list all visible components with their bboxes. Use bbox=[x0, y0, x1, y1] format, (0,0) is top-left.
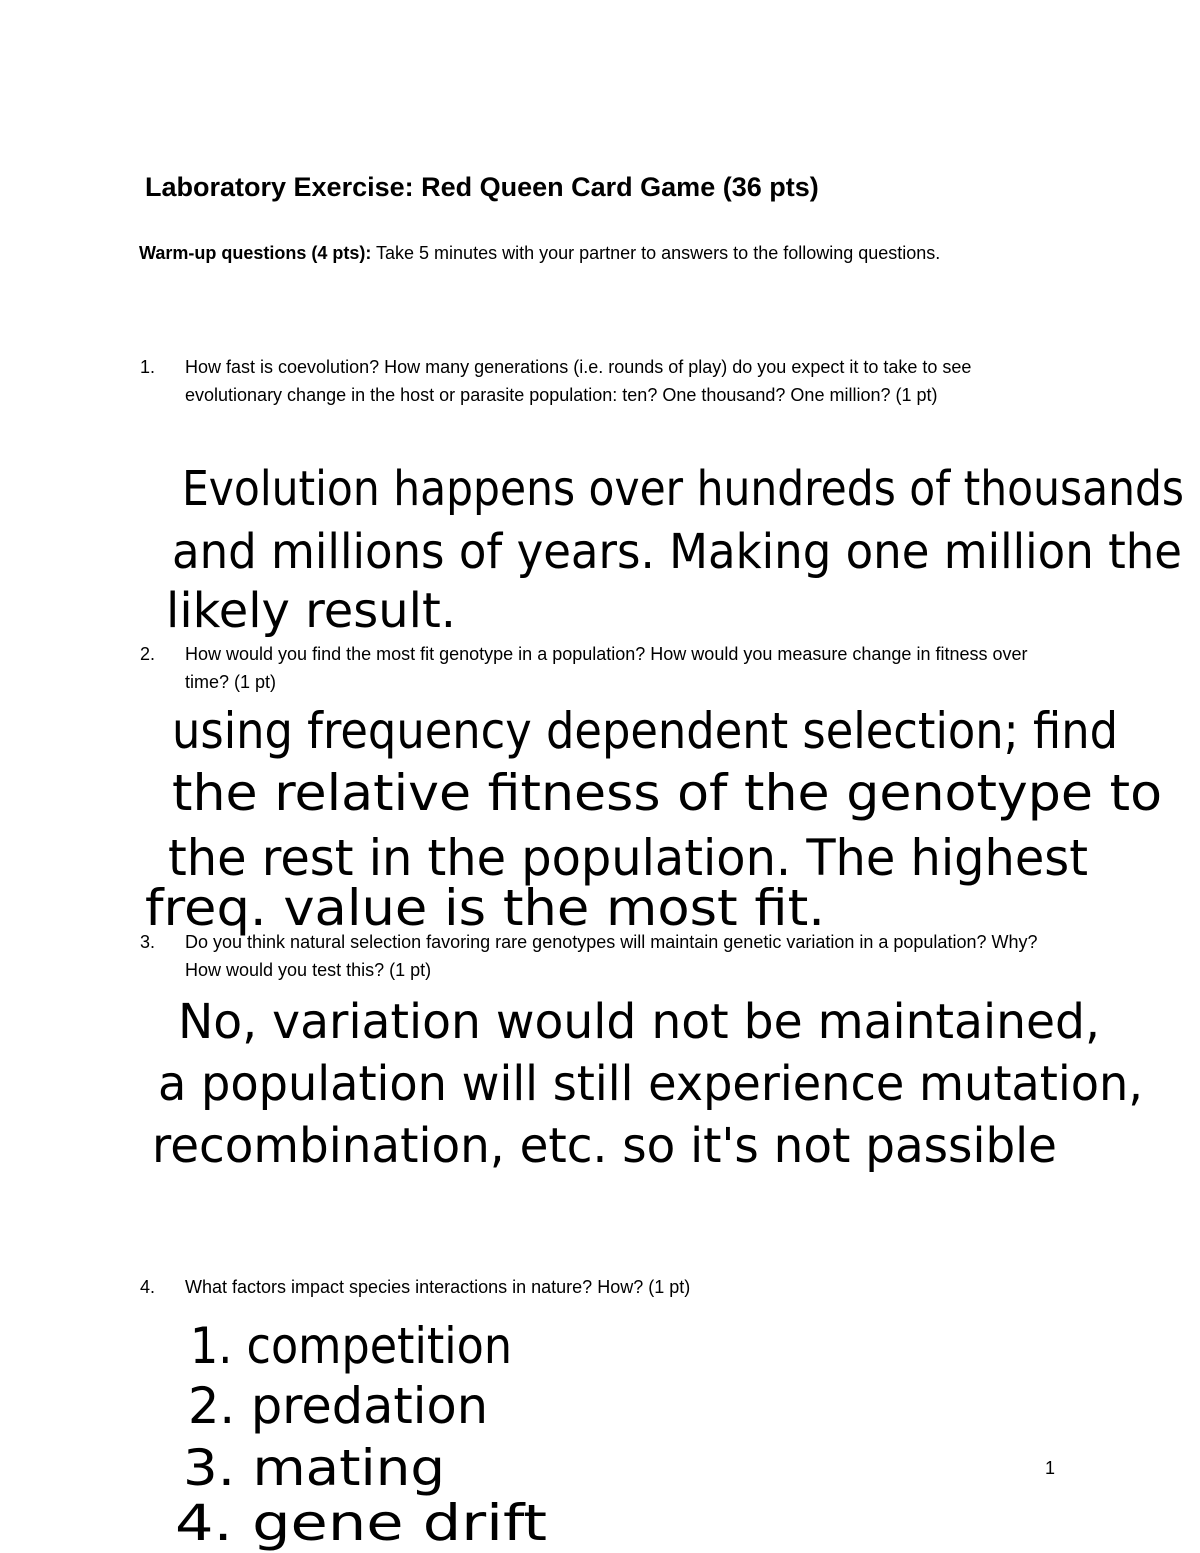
question-1-number: 1. bbox=[140, 357, 156, 377]
question-3-number: 3. bbox=[140, 932, 156, 952]
page-number: 1 bbox=[1045, 1458, 1056, 1478]
answer-2-line-3: the rest in the population. The highest bbox=[168, 829, 1088, 887]
warmup-label: Warm-up questions (4 pts): bbox=[139, 243, 372, 263]
question-2-number: 2. bbox=[140, 644, 156, 664]
question-4-number: 4. bbox=[140, 1277, 156, 1297]
answer-1-line-1: Evolution happens over hundreds of thousands bbox=[182, 461, 1184, 517]
warmup-instructions bbox=[139, 239, 1039, 267]
question-4-text: What factors impact species interactions in nature? How? (1 pt) bbox=[185, 1277, 691, 1297]
answer-2-line-1: using frequency dependent selection; find bbox=[172, 702, 1118, 760]
answer-3-line-2: a population will still experience mutation, bbox=[158, 1056, 1143, 1112]
document-title: Laboratory Exercise: Red Queen Card Game (36 pts) bbox=[145, 172, 819, 202]
answer-4-line-4: 4. gene drift bbox=[175, 1494, 547, 1552]
answer-3-line-1: No, variation would not be maintained, bbox=[178, 994, 1100, 1050]
answer-4-line-2: 2. predation bbox=[188, 1377, 488, 1435]
question-2-text: How would you find the most fit genotype in a population? How would you measure change in fitness over time? (1 pt) bbox=[185, 644, 1028, 692]
answer-3-line-3: recombination, etc. so it's not passible bbox=[152, 1118, 1057, 1174]
question-1-text: How fast is coevolution? How many generations (i.e. rounds of play) do you expect it to take to see evolutionary change in the host or parasite population: ten? One thousand? One million? (1 pt) bbox=[185, 357, 972, 405]
answer-4-line-3: 3. mating bbox=[183, 1439, 445, 1497]
answer-1-line-3: likely result. bbox=[166, 583, 456, 639]
answer-2-line-4: freq. value is the most fit. bbox=[145, 879, 825, 937]
answer-1-line-2: and millions of years. Making one million the bbox=[172, 524, 1182, 580]
warmup-text: Take 5 minutes with your partner to answers to the following questions. bbox=[371, 243, 941, 263]
answer-2-line-2: the relative fitness of the genotype to bbox=[172, 764, 1162, 822]
answer-4-line-1: 1. competition bbox=[190, 1317, 512, 1375]
question-3-text: Do you think natural selection favoring rare genotypes will maintain genetic variation in a population? Why? How would you test this? (1 pt) bbox=[185, 932, 1038, 980]
